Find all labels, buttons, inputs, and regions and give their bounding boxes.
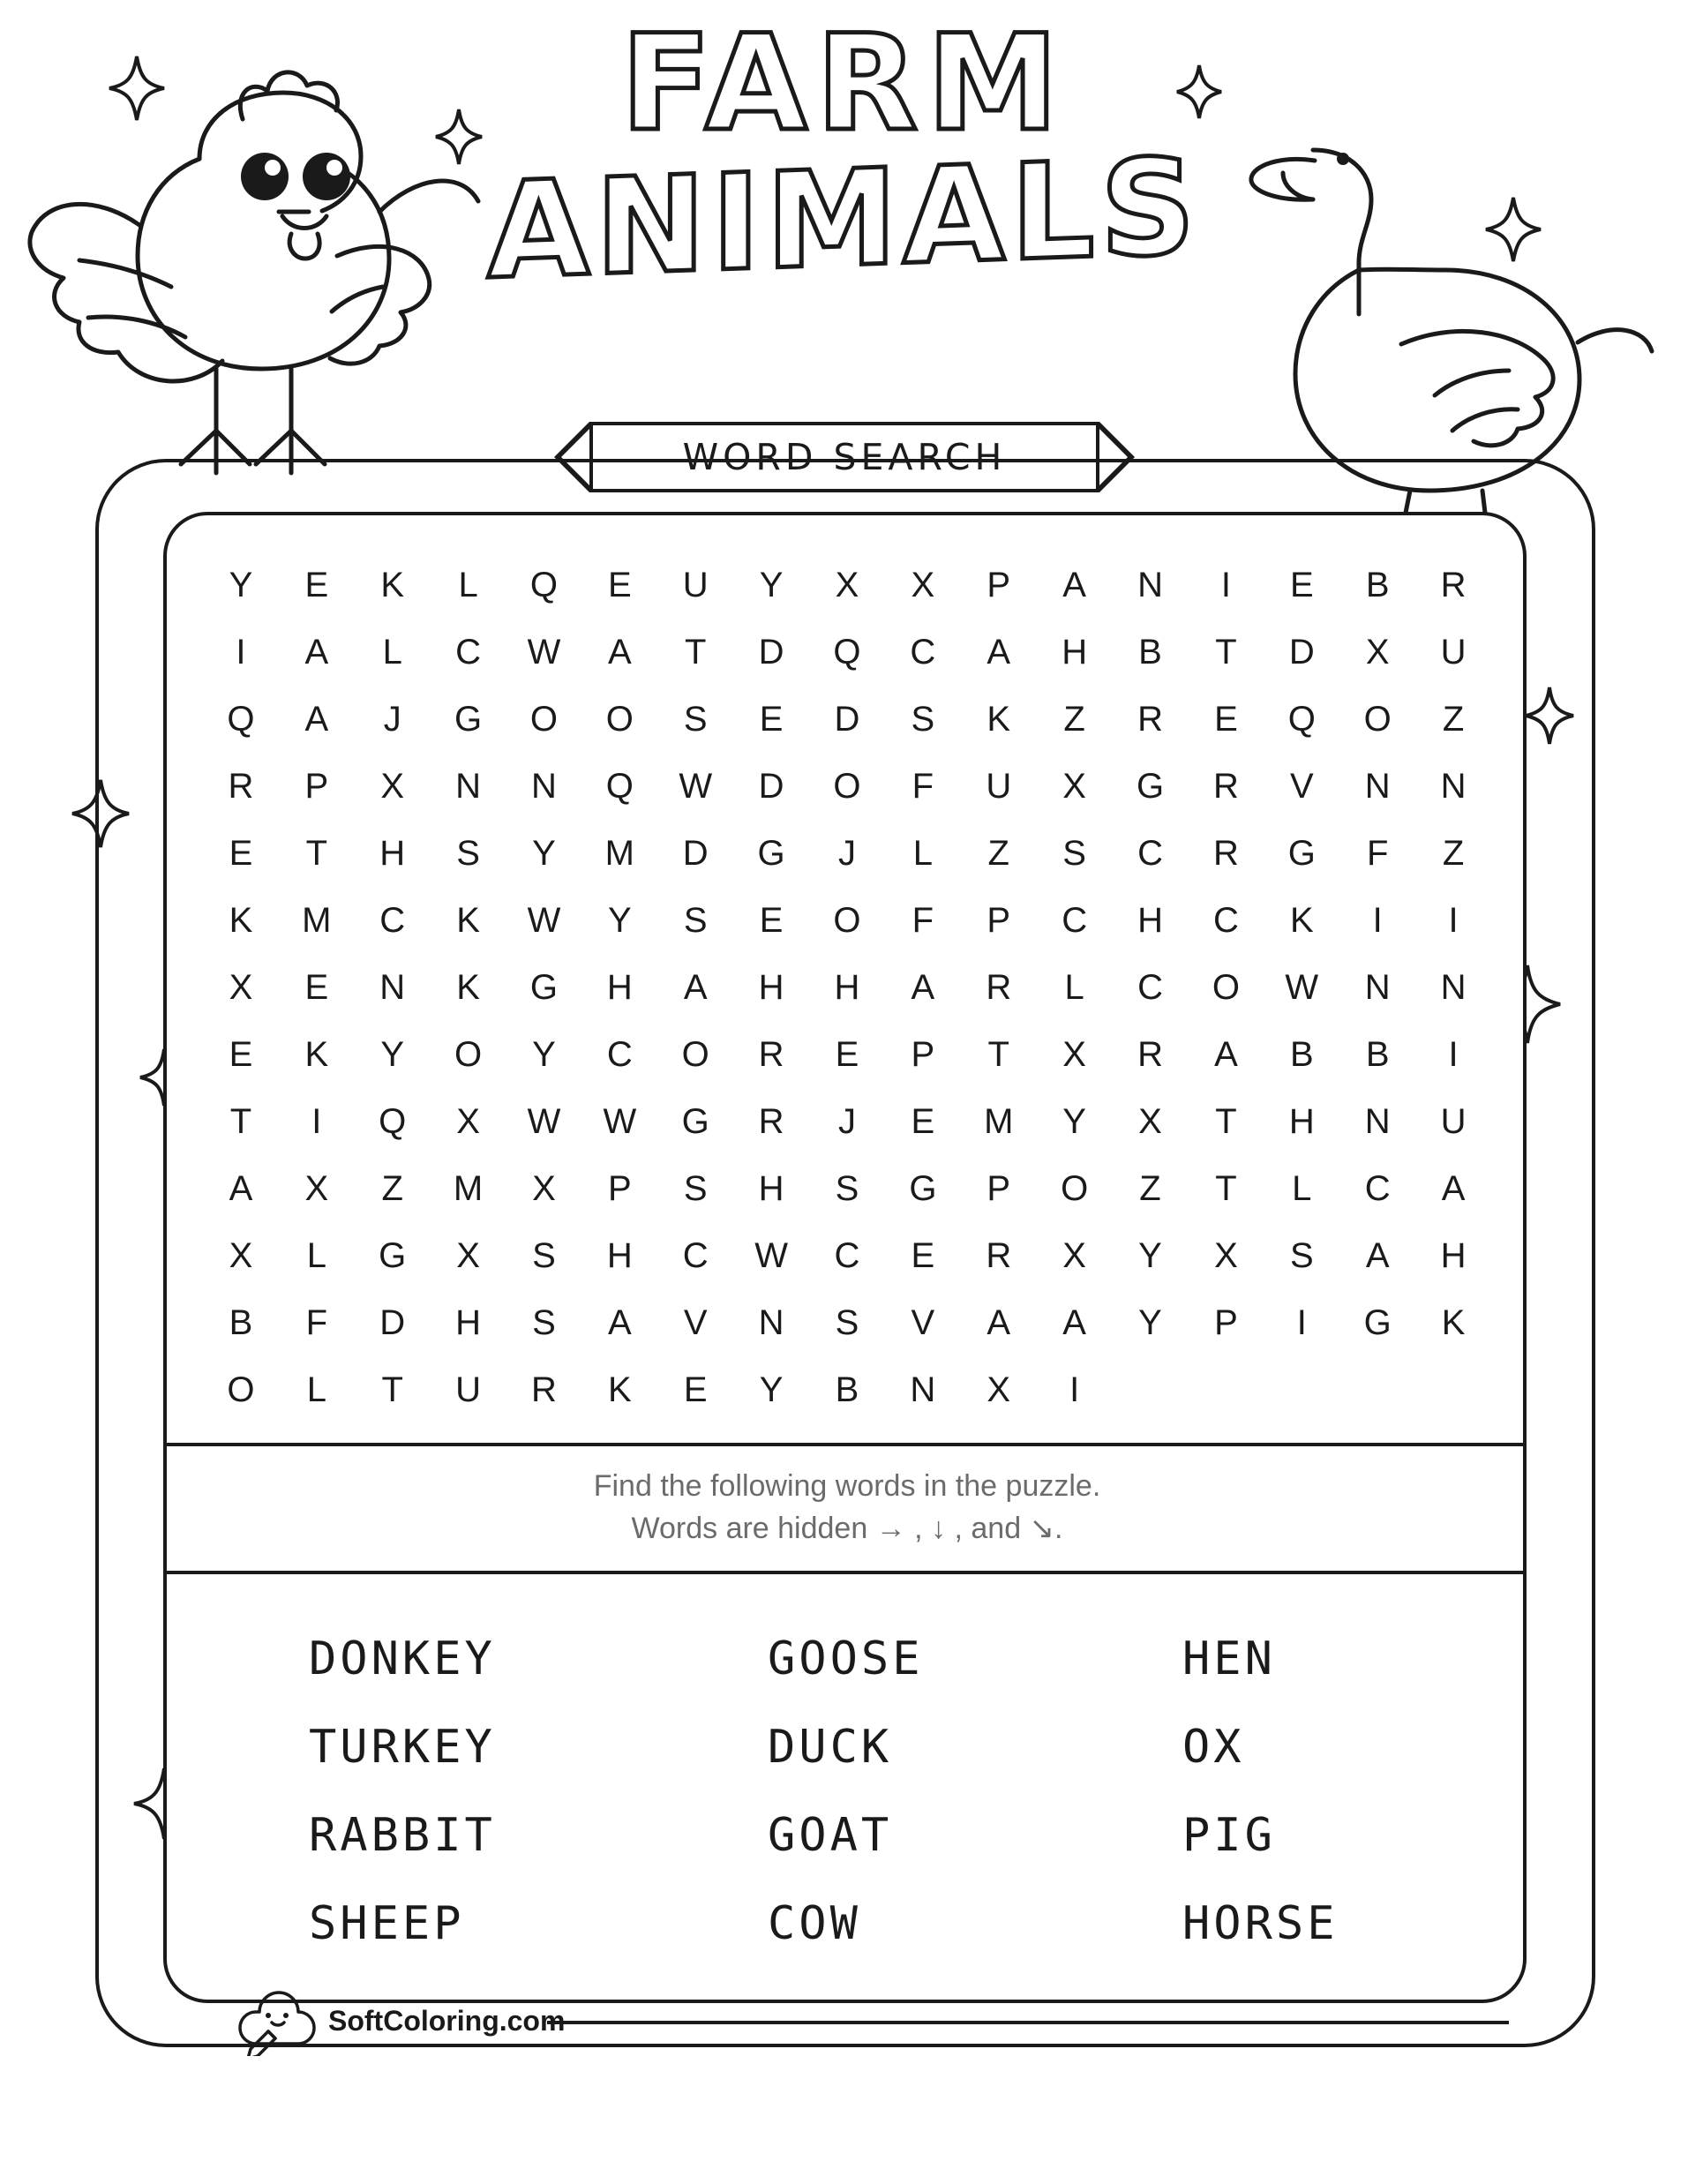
grid-cell: O [833,767,861,806]
grid-cell: R [1440,566,1467,604]
grid-cell: K [380,566,405,604]
grid-cell: O [605,700,634,739]
grid-cell: U [1440,633,1467,672]
grid-cell: H [758,1169,784,1208]
grid-cell: R [1137,700,1163,739]
grid-cell: C [834,1236,860,1275]
grid-cell: Y [532,834,556,873]
grid-cell: A [608,1303,632,1342]
grid-cell: N [455,767,482,806]
grid-cell: R [758,1102,784,1141]
grid-cell: Q [529,566,559,604]
grid-cell: G [909,1169,937,1208]
grid-cell: D [379,1303,406,1342]
grid-cell: X [456,1236,480,1275]
grid-cell: C [606,1035,633,1074]
grid-cell: O [833,901,861,940]
grid-cell: C [910,633,936,672]
grid-cell: O [227,1370,255,1409]
grid-cell: S [683,700,708,739]
grid-cell: C [379,901,406,940]
sparkle-icon [1174,62,1225,122]
grid-cell: A [987,633,1011,672]
grid-cell: I [1448,1035,1459,1074]
grid-cell: V [1289,767,1314,806]
grid-cell: A [1365,1236,1390,1275]
grid-cell: R [1212,834,1239,873]
grid-cell: Q [1287,700,1316,739]
footer-brand: SoftColoring.com [328,2004,566,2037]
grid-cell: B [229,1303,253,1342]
grid-cell: S [683,1169,708,1208]
grid-cell: T [1215,1102,1237,1141]
grid-cell: M [604,834,634,873]
grid-cell: N [1137,566,1163,604]
grid-cell: E [911,1236,935,1275]
grid-cell: R [986,968,1012,1007]
grid-cell: E [683,1370,708,1409]
grid-cell: P [608,1169,632,1208]
word-list-item: PIG [1182,1809,1276,1862]
grid-cell: G [757,834,785,873]
grid-cell: L [306,1236,326,1275]
instructions-line-2: Words are hidden → , ↓ , and ↘. [631,1512,1063,1545]
grid-cell: N [1364,1102,1391,1141]
word-list [309,1624,1412,1959]
grid-cell: R [531,1370,557,1409]
grid-cell: W [603,1102,637,1141]
grid-cell: L [382,633,402,672]
grid-cell: K [1441,1303,1466,1342]
grid-cell: Y [1138,1303,1162,1342]
grid-cell: L [458,566,478,604]
grid-cell: X [1062,1236,1086,1275]
grid-cell: H [834,968,860,1007]
grid-cell: X [229,1236,253,1275]
title-line-farm: FARM [620,7,1068,161]
grid-cell: Y [759,566,784,604]
grid-cell: E [759,901,784,940]
grid-cell: X [1138,1102,1162,1141]
grid-cell: X [304,1169,329,1208]
grid-cell: Z [1442,700,1465,739]
grid-cell: Q [379,1102,407,1141]
word-list-item: DUCK [768,1721,893,1774]
grid-cell: I [1220,566,1231,604]
grid-cell: O [681,1035,709,1074]
title-line-animals: ANIMALS [487,130,1201,310]
grid-cell: J [383,700,401,739]
grid-cell: T [1215,633,1237,672]
grid-cell: A [304,633,329,672]
grid-cell: O [529,700,559,739]
divider-bottom [163,1571,1527,1574]
grid-cell: A [1062,1303,1086,1342]
grid-cell: X [1214,1236,1238,1275]
grid-cell: X [1062,1035,1086,1074]
grid-cell: R [228,767,254,806]
grid-cell: E [229,1035,253,1074]
grid-cell: Z [1139,1169,1161,1208]
word-list-item: RABBIT [309,1809,496,1862]
grid-cell: P [987,566,1011,604]
cloud-pencil-logo-icon [236,1985,318,2056]
grid-cell: X [456,1102,480,1141]
grid-cell: S [835,1169,859,1208]
grid-cell: S [1289,1236,1314,1275]
grid-cell: Y [1062,1102,1086,1141]
grid-cell: F [305,1303,328,1342]
grid-cell: W [527,1102,561,1141]
grid-cell: D [682,834,709,873]
grid-cell: D [758,633,784,672]
grid-cell: R [758,1035,784,1074]
grid-cell: E [835,1035,859,1074]
grid-cell: T [381,1370,403,1409]
grid-cell: Y [759,1370,784,1409]
grid-cell: X [380,767,405,806]
word-list-item: HEN [1182,1632,1276,1685]
grid-cell: A [987,1303,1011,1342]
grid-cell: W [527,633,561,672]
grid-cell: I [1372,901,1383,940]
grid-cell: U [986,767,1012,806]
grid-cell: I [236,633,246,672]
grid-cell: S [532,1303,556,1342]
ribbon-label: WORD SEARCH [682,436,1007,478]
grid-cell: R [1212,767,1239,806]
grid-cell: L [912,834,933,873]
grid-cell: B [1289,1035,1314,1074]
grid-cell: M [984,1102,1014,1141]
grid-cell: N [1364,767,1391,806]
grid-cell: H [455,1303,482,1342]
word-list-item: TURKEY [309,1721,496,1774]
grid-cell: N [531,767,557,806]
grid-cell: X [1062,767,1086,806]
grid-cell: K [456,901,480,940]
grid-cell: O [1363,700,1392,739]
grid-cell: J [837,834,856,873]
grid-cell: K [304,1035,329,1074]
grid-cell: X [532,1169,556,1208]
grid-cell: W [754,1236,788,1275]
grid-cell: S [532,1236,556,1275]
grid-cell: C [1212,901,1239,940]
grid-cell: E [304,566,329,604]
grid-cell: Q [833,633,861,672]
grid-cell: H [379,834,406,873]
grid-cell: A [1441,1169,1466,1208]
grid-cell: U [682,566,709,604]
grid-cell: Z [1063,700,1085,739]
grid-cell: C [1364,1169,1391,1208]
grid-cell: V [683,1303,708,1342]
grid-cell: S [683,901,708,940]
grid-cell: N [758,1303,784,1342]
grid-cell: R [986,1236,1012,1275]
instructions-line-1: Find the following words in the puzzle. [593,1469,1101,1503]
grid-cell: Q [605,767,634,806]
grid-cell: E [304,968,329,1007]
grid-cell: T [987,1035,1009,1074]
grid-cell: W [527,901,561,940]
grid-cell: A [304,700,329,739]
grid-cell: L [306,1370,326,1409]
grid-cell: E [759,700,784,739]
grid-cell: C [1137,968,1163,1007]
grid-cell: T [1215,1169,1237,1208]
word-list-item: HORSE [1182,1897,1339,1950]
footer [236,1985,565,2056]
grid-cell: P [987,901,1011,940]
grid-cell: A [1062,566,1086,604]
grid-cell: U [1440,1102,1467,1141]
grid-cell: Z [1442,834,1465,873]
grid-cell: A [229,1169,253,1208]
grid-cell: S [835,1303,859,1342]
word-list-item: COW [768,1897,861,1950]
grid-cell: K [987,700,1011,739]
grid-cell: B [1365,566,1390,604]
grid-cell: P [304,767,329,806]
grid-cell: H [1137,901,1163,940]
grid-cell: N [1440,767,1467,806]
grid-cell: S [456,834,480,873]
grid-cell: N [910,1370,936,1409]
grid-cell: H [606,968,633,1007]
grid-cell: Y [532,1035,556,1074]
grid-cell: X [1365,633,1390,672]
grid-cell: C [682,1236,709,1275]
grid-cell: T [305,834,328,873]
grid-cell: G [681,1102,709,1141]
word-list-item: SHEEP [309,1897,465,1950]
grid-cell: K [456,968,480,1007]
grid-cell: Q [227,700,255,739]
grid-cell: D [834,700,860,739]
grid-cell: E [608,566,632,604]
grid-cell: A [608,633,632,672]
grid-cell: Y [608,901,632,940]
grid-cell: X [229,968,253,1007]
grid-cell: H [1062,633,1088,672]
grid-cell: L [1292,1169,1312,1208]
grid-cell: P [987,1169,1011,1208]
grid-cell: C [455,633,482,672]
grid-cell: V [911,1303,935,1342]
grid-cell: S [911,700,935,739]
grid-cell: G [454,700,483,739]
divider-top [163,1443,1527,1446]
grid-cell: H [758,968,784,1007]
grid-cell: J [837,1102,856,1141]
grid-cell: I [1069,1370,1080,1409]
grid-cell: B [835,1370,859,1409]
grid-cell: N [1440,968,1467,1007]
grid-cell: K [1289,901,1314,940]
word-list-item: GOAT [768,1809,893,1862]
grid-cell: L [1064,968,1084,1007]
grid-cell: N [1364,968,1391,1007]
sparkle-icon [432,106,485,168]
grid-cell: F [1366,834,1389,873]
grid-cell: C [1137,834,1163,873]
word-search-grid [203,552,1491,1423]
grid-cell: W [1285,968,1319,1007]
grid-cell: P [1214,1303,1238,1342]
grid-cell: M [302,901,332,940]
grid-cell: Y [380,1035,405,1074]
grid-cell: I [1448,901,1459,940]
sparkle-icon [1482,194,1544,265]
grid-cell: U [455,1370,482,1409]
grid-cell: W [679,767,713,806]
grid-cell: P [911,1035,935,1074]
grid-cell: E [229,834,253,873]
grid-cell: B [1138,633,1162,672]
grid-cell: G [529,968,559,1007]
grid-cell: H [606,1236,633,1275]
grid-cell: C [1062,901,1088,940]
grid-cell: E [1214,700,1238,739]
grid-cell: D [1288,633,1315,672]
grid-cell: T [229,1102,252,1141]
grid-cell: N [379,968,406,1007]
grid-cell: F [912,767,934,806]
word-list-item: OX [1182,1721,1245,1774]
sparkle-icon [106,53,168,124]
grid-cell: Z [987,834,1009,873]
grid-cell: O [1061,1169,1089,1208]
chicken-illustration [26,35,485,529]
grid-cell: Z [381,1169,403,1208]
grid-cell: Y [1138,1236,1162,1275]
grid-cell: O [454,1035,483,1074]
grid-cell: F [912,901,934,940]
grid-cell: G [1136,767,1165,806]
grid-cell: E [1289,566,1314,604]
grid-cell: G [1287,834,1316,873]
grid-cell: T [685,633,707,672]
grid-cell: O [1212,968,1240,1007]
grid-cell: S [1062,834,1086,873]
word-list-item: DONKEY [309,1632,496,1685]
instructions [265,1465,1429,1550]
word-list-item: GOOSE [768,1632,924,1685]
grid-cell: K [229,901,253,940]
grid-cell: I [1296,1303,1307,1342]
grid-cell: H [1440,1236,1467,1275]
grid-cell: B [1365,1035,1390,1074]
grid-cell: X [911,566,935,604]
grid-cell: A [683,968,708,1007]
grid-cell: M [453,1169,484,1208]
grid-cell: R [1137,1035,1163,1074]
grid-cell: D [758,767,784,806]
grid-cell: Y [229,566,253,604]
footer-rule [547,2021,1509,2024]
grid-cell: A [1214,1035,1238,1074]
grid-cell: A [911,968,935,1007]
grid-cell: E [911,1102,935,1141]
grid-cell: I [311,1102,322,1141]
grid-cell: X [987,1370,1011,1409]
grid-cell: G [379,1236,407,1275]
grid-cell: H [1288,1102,1315,1141]
grid-cell: K [608,1370,632,1409]
grid-cell: X [835,566,859,604]
grid-cell: G [1363,1303,1392,1342]
